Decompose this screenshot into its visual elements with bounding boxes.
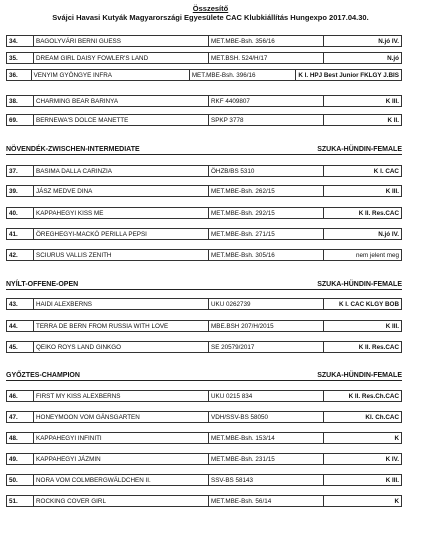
- entry-number: 50.: [7, 475, 34, 486]
- section-header: [6, 145, 402, 155]
- document-title: Összesítő: [192, 4, 229, 13]
- table-row: [6, 165, 402, 177]
- result: K II. Res.CAC: [324, 208, 402, 219]
- entry-number: 47.: [7, 412, 34, 423]
- registration-number: MET.MBE-Bsh. 396/16: [189, 70, 296, 81]
- entry-number: 42.: [7, 250, 34, 261]
- section-gender: SZUKA-HÜNDIN-FEMALE: [317, 281, 402, 288]
- result: K III.: [324, 186, 402, 197]
- dog-name: VENYIM GYÖNGYE INFRA: [31, 70, 189, 81]
- dog-name: NORA VOM COLMBERGWÄLDCHEN II.: [34, 475, 209, 486]
- entry-number: 39.: [7, 186, 34, 197]
- result: Kl. Ch.CAC: [324, 412, 402, 423]
- result: K II.: [324, 115, 402, 126]
- entry-number: 69.: [7, 115, 34, 126]
- entry-number: 37.: [7, 166, 34, 177]
- table-row: [6, 35, 402, 47]
- entry-number: 40.: [7, 208, 34, 219]
- table-row: [6, 52, 402, 64]
- result: K I. HPJ Best Junior FKLGY J.BIS: [296, 70, 402, 81]
- dog-name: BASIMA DALLA CARINZIA: [34, 166, 209, 177]
- result: K: [324, 433, 402, 444]
- table-row: [6, 453, 402, 465]
- section-class: NYÍLT-OFFENE-OPEN: [6, 281, 79, 288]
- table-row: [6, 249, 402, 261]
- registration-number: ÖHZB/BS 5310: [209, 166, 324, 177]
- section-gender: SZUKA-HÜNDIN-FEMALE: [317, 372, 402, 379]
- table-row: [6, 474, 402, 486]
- table-row: [6, 298, 402, 310]
- table-row: [6, 185, 402, 197]
- registration-number: RKF 4409807: [209, 96, 324, 107]
- section-class: GYŐZTES-CHAMPION: [6, 372, 80, 379]
- entry-number: 49.: [7, 454, 34, 465]
- dog-name: KAPPAHEGYI INFINITI: [34, 433, 209, 444]
- result: N.jó IV.: [324, 36, 402, 47]
- entry-number: 51.: [7, 496, 34, 507]
- result: K III.: [324, 475, 402, 486]
- dog-name: ÖREGHEGYI-MACKÓ PERILLA PEPSI: [34, 229, 209, 240]
- registration-number: VDH/SSV-BS 58050: [209, 412, 324, 423]
- result: K IV.: [324, 454, 402, 465]
- registration-number: UKU 0215 834: [209, 391, 324, 402]
- table-row: [6, 207, 402, 219]
- registration-number: MET.BSH. 524/H/17: [209, 53, 324, 64]
- entry-number: 36.: [7, 70, 32, 81]
- dog-name: QEIKO ROYS LAND GINKGO: [34, 342, 209, 353]
- table-row: [6, 69, 402, 81]
- dog-name: HONEYMOON VOM GÄNSGARTEN: [34, 412, 209, 423]
- dog-name: KAPPAHEGYI KISS ME: [34, 208, 209, 219]
- section-header: [6, 371, 402, 381]
- registration-number: UKU 0262739: [209, 299, 324, 310]
- dog-name: TERRA DE BERN FROM RUSSIA WITH LOVE: [34, 321, 209, 332]
- result: K II. Res.CAC: [324, 342, 402, 353]
- result: K II. Res.Ch.CAC: [324, 391, 402, 402]
- entry-number: 45.: [7, 342, 34, 353]
- dog-name: ROCKING COVER GIRL: [34, 496, 209, 507]
- entry-number: 48.: [7, 433, 34, 444]
- dog-name: SCIURUS VALLIS ZENITH: [34, 250, 209, 261]
- section-class: NÖVENDÉK-ZWISCHEN-INTERMEDIATE: [6, 146, 140, 153]
- table-row: [6, 411, 402, 423]
- dog-name: HAIDI ALEXBERNS: [34, 299, 209, 310]
- table-row: [6, 228, 402, 240]
- table-row: [6, 432, 402, 444]
- table-row: [6, 320, 402, 332]
- entry-number: 38.: [7, 96, 34, 107]
- table-row: [6, 341, 402, 353]
- registration-number: MET.MBE-Bsh. 271/15: [209, 229, 324, 240]
- entry-number: 35.: [7, 53, 34, 64]
- document-header: [0, 0, 421, 22]
- dog-name: FIRST MY KISS ALEXBERNS: [34, 391, 209, 402]
- dog-name: KAPPAHEGYI JÁZMIN: [34, 454, 209, 465]
- dog-name: BERNEWA'S DOLCE MANETTE: [34, 115, 209, 126]
- registration-number: SPKP 3778: [209, 115, 324, 126]
- result: K III.: [324, 321, 402, 332]
- result: nem jelent meg: [324, 250, 402, 261]
- table-row: [6, 390, 402, 402]
- entry-number: 46.: [7, 391, 34, 402]
- entry-number: 41.: [7, 229, 34, 240]
- dog-name: BAGOLYVÁRI BERNI GUESS: [34, 36, 209, 47]
- result: N.jó IV.: [324, 229, 402, 240]
- dog-name: CHARMING BEAR BARINYA: [34, 96, 209, 107]
- result: K I. CAC: [324, 166, 402, 177]
- registration-number: MET.MBE-Bsh. 262/15: [209, 186, 324, 197]
- document-subtitle: Svájci Havasi Kutyák Magyarországi Egyesülete CAC Klubkiállítás Hungexpo 2017.04.30.: [52, 13, 369, 22]
- registration-number: MET.MBE-Bsh. 231/15: [209, 454, 324, 465]
- entry-number: 34.: [7, 36, 34, 47]
- table-row: [6, 495, 402, 507]
- dog-name: JÁSZ MEDVE DINA: [34, 186, 209, 197]
- registration-number: MET.MBE-Bsh. 356/16: [209, 36, 324, 47]
- dog-name: DREAM GIRL DAISY FOWLER'S LAND: [34, 53, 209, 64]
- result: K III.: [324, 96, 402, 107]
- result: N.jó: [324, 53, 402, 64]
- result: K: [324, 496, 402, 507]
- section-header: [6, 280, 402, 290]
- registration-number: SE 20579/2017: [209, 342, 324, 353]
- registration-number: SSV-BS 58143: [209, 475, 324, 486]
- entry-number: 44.: [7, 321, 34, 332]
- table-row: [6, 95, 402, 107]
- section-gender: SZUKA-HÜNDIN-FEMALE: [317, 146, 402, 153]
- registration-number: MBE.BSH 207/H/2015: [209, 321, 324, 332]
- registration-number: MET.MBE-Bsh. 56/14: [209, 496, 324, 507]
- registration-number: MET.MBE-Bsh. 153/14: [209, 433, 324, 444]
- registration-number: MET.MBE-Bsh. 292/15: [209, 208, 324, 219]
- entry-number: 43.: [7, 299, 34, 310]
- table-row: [6, 114, 402, 126]
- registration-number: MET.MBE-Bsh. 305/16: [209, 250, 324, 261]
- result: K I. CAC KLGY BOB: [324, 299, 402, 310]
